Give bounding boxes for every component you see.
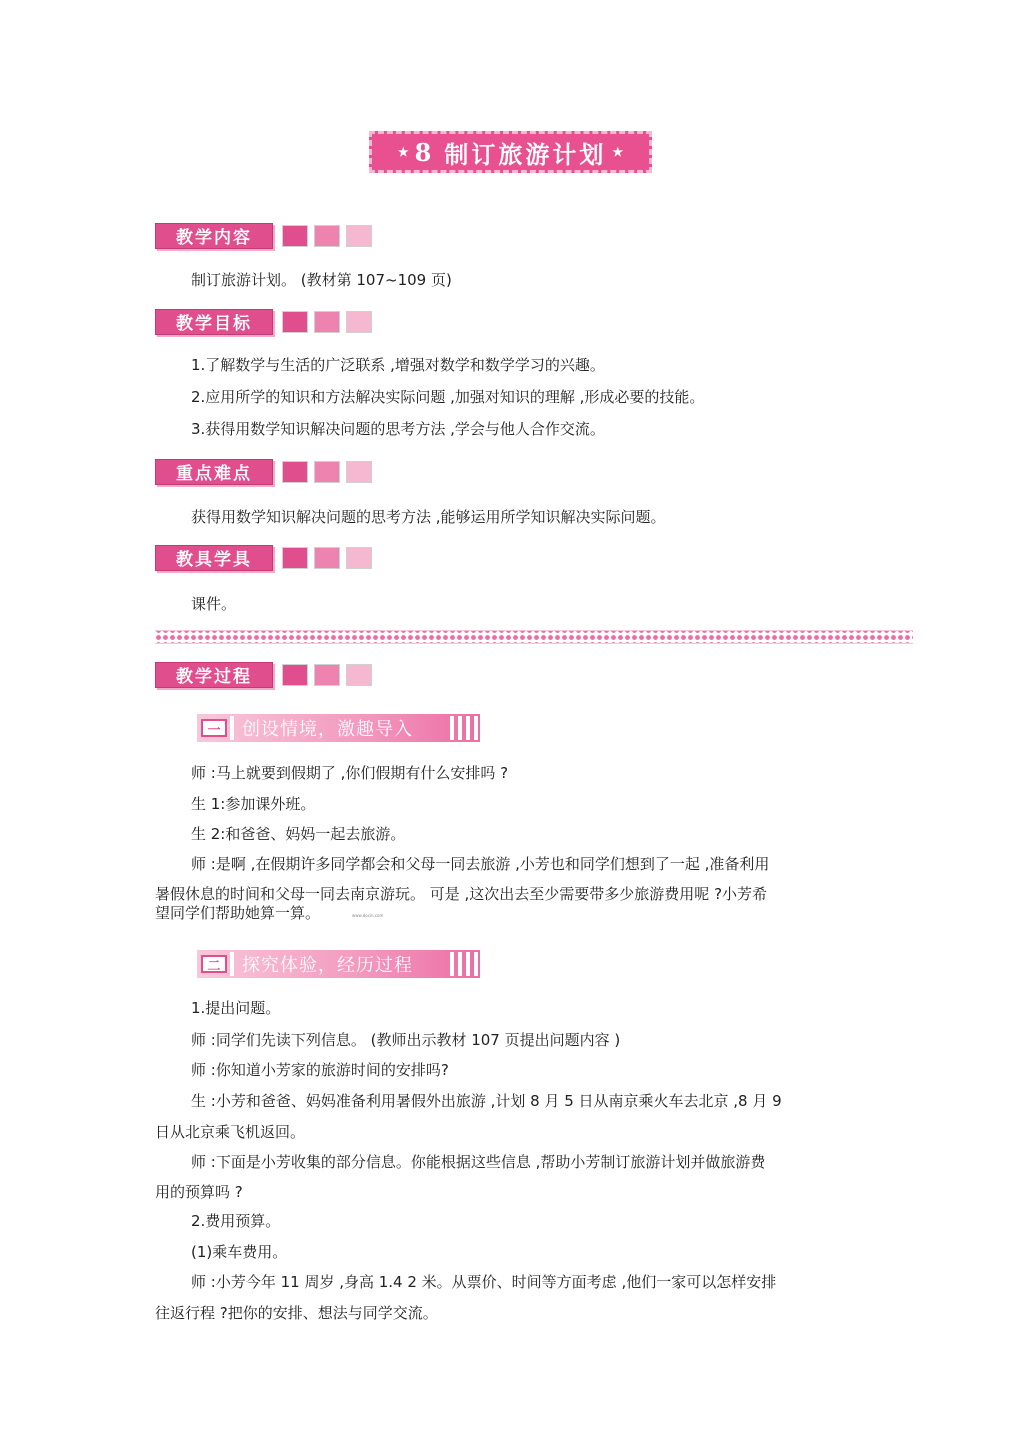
goal-item: 3.获得用数学知识解决问题的思考方法 ,学会与他人合作交流。 — [191, 420, 605, 438]
decor-square — [282, 664, 308, 686]
body-line: (1)乘车费用。 — [191, 1243, 288, 1261]
decor-square — [314, 547, 340, 569]
section-header-content — [155, 222, 372, 249]
body-line: 1.提出问题。 — [191, 999, 281, 1017]
step-title: 创设情境，激趣导入 — [242, 719, 413, 740]
section-label: 教学内容 — [155, 223, 273, 249]
body-line: 往返行程 ?把你的安排、想法与同学交流。 — [155, 1304, 438, 1322]
decor-square — [282, 461, 308, 483]
decor-square — [314, 664, 340, 686]
section-label: 教学过程 — [155, 662, 273, 688]
decor-square — [314, 311, 340, 333]
step-title: 探究体验，经历过程 — [242, 955, 413, 976]
body-line: 用的预算吗 ? — [155, 1183, 243, 1201]
body-line: 师 :你知道小芳家的旅游时间的安排吗? — [191, 1061, 449, 1079]
body-line: 师 :同学们先读下列信息。 (教师出示教材 107 页提出问题内容 ) — [191, 1031, 621, 1049]
tools-text: 课件。 — [191, 595, 237, 613]
section-label: 教具学具 — [155, 545, 273, 571]
banner-stripes — [446, 952, 478, 976]
dialogue-line: 师 :是啊 ,在假期许多同学都会和父母一同去旅游 ,小芳也和同学们想到了一起 ,准备利用 — [191, 855, 770, 873]
decor-square — [282, 547, 308, 569]
decor-square — [282, 225, 308, 247]
lesson-number: 8 — [414, 137, 435, 167]
dialogue-line: 暑假休息的时间和父母一同去南京游玩。 可是 ,这次出去至少需要带多少旅游费用呢 ?小芳希 — [155, 885, 768, 903]
section-header-tools — [155, 544, 372, 571]
body-line: 师 :小芳今年 11 周岁 ,身高 1.4 2 米。从票价、时间等方面考虑 ,他们一家可以怎样安排 — [191, 1273, 777, 1291]
tiny-watermark: www.docin.com — [352, 913, 384, 918]
dialogue-line: 生 2:和爸爸、妈妈一起去旅游。 — [191, 825, 406, 843]
goal-item: 2.应用所学的知识和方法解决实际问题 ,加强对知识的理解 ,形成必要的技能。 — [191, 388, 705, 406]
section-label: 重点难点 — [155, 459, 273, 485]
decor-square — [346, 547, 372, 569]
decor-square — [282, 311, 308, 333]
decor-square — [346, 225, 372, 247]
step-banner-1 — [197, 714, 480, 742]
section-label: 教学目标 — [155, 309, 273, 335]
section-header-keypoints — [155, 458, 372, 485]
decor-square — [346, 664, 372, 686]
step-number: 二 — [201, 955, 227, 973]
body-line: 2.费用预算。 — [191, 1212, 281, 1230]
star-icon: ★ — [612, 145, 624, 159]
body-line: 日从北京乘飞机返回。 — [155, 1123, 306, 1141]
body-line: 师 :下面是小芳收集的部分信息。你能根据这些信息 ,帮助小芳制订旅游计划并做旅游费 — [191, 1153, 766, 1171]
keypoints-text: 获得用数学知识解决问题的思考方法 ,能够运用所学知识解决实际问题。 — [191, 508, 666, 526]
body-line: 生 :小芳和爸爸、妈妈准备利用暑假外出旅游 ,计划 8 月 5 日从南京乘火车去北京 ,8 月 9 — [191, 1092, 782, 1110]
step-number: 一 — [201, 719, 227, 737]
decor-square — [314, 461, 340, 483]
section-header-process — [155, 661, 372, 688]
section-header-goals — [155, 308, 372, 335]
step-banner-2 — [197, 950, 480, 978]
dialogue-line: 师 :马上就要到假期了 ,你们假期有什么安排吗 ? — [191, 764, 509, 782]
lesson-title-banner — [369, 131, 652, 173]
decor-square — [346, 461, 372, 483]
banner-stripe — [230, 716, 234, 740]
decor-square — [314, 225, 340, 247]
dialogue-line: 生 1:参加课外班。 — [191, 795, 316, 813]
goal-item: 1.了解数学与生活的广泛联系 ,增强对数学和数学学习的兴趣。 — [191, 356, 605, 374]
dialogue-line: 望同学们帮助她算一算。 — [155, 904, 321, 922]
decor-square — [346, 311, 372, 333]
banner-stripe — [230, 952, 234, 976]
banner-stripes — [446, 716, 478, 740]
content-text: 制订旅游计划。 (教材第 107~109 页) — [191, 271, 452, 289]
lesson-title: 制订旅游计划 — [444, 139, 607, 169]
dotted-divider — [155, 630, 913, 644]
star-icon: ★ — [397, 145, 409, 159]
